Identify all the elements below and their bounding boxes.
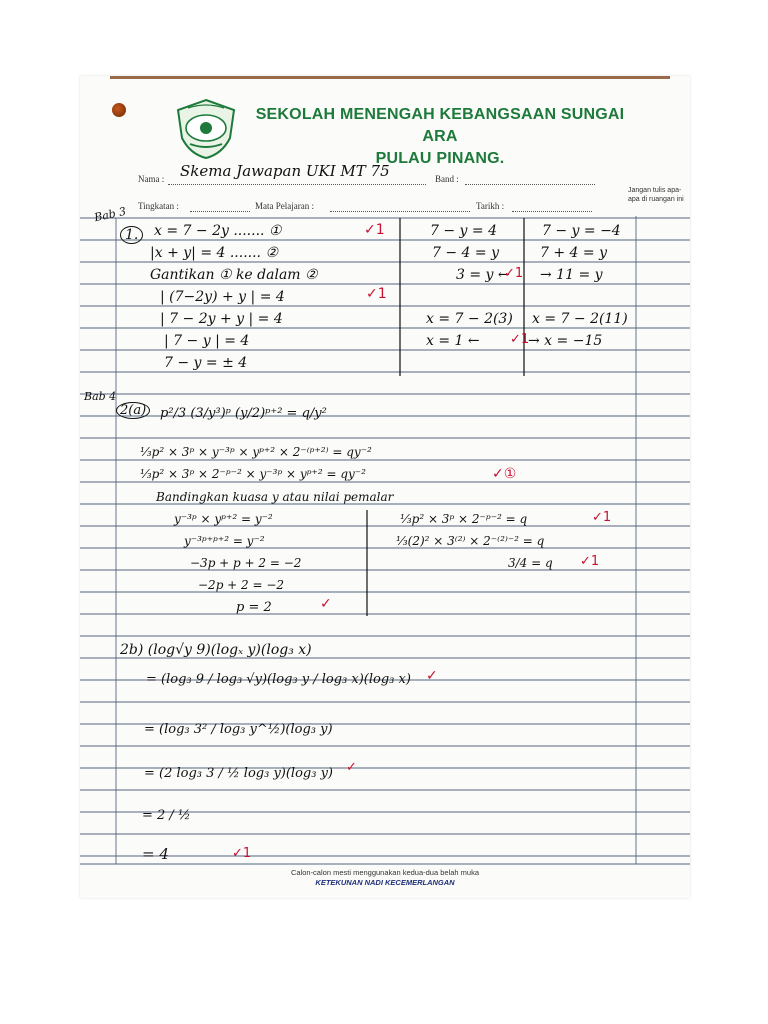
tick-mark: ✓ (320, 596, 332, 612)
q2b-line-6: = 4 (142, 845, 169, 863)
school-name-line2: PULAU PINANG. (375, 150, 505, 167)
q1-line-4: | (7−2y) + y | = 4 (160, 289, 285, 305)
q2b-line-1: 2b) (log√y 9)(logₓ y)(log₃ x) (120, 642, 312, 658)
tick-mark: ✓1 (366, 286, 387, 302)
q1-right-col-5: → x = −15 (528, 333, 603, 349)
school-name-line1: SEKOLAH MENENGAH KEBANGSAAN SUNGAI ARA (255, 106, 625, 145)
q1-left-col-2: 7 − 4 = y (432, 245, 499, 261)
q1-left-col-3: 3 = y ← (456, 267, 510, 283)
q1-left-col-1: 7 − y = 4 (430, 223, 497, 239)
q1-left-col-4: x = 7 − 2(3) (426, 311, 513, 327)
tick-mark-circled: ✓① (492, 466, 517, 482)
tick-mark: ✓1 (592, 510, 612, 525)
nama-label: Nama : (138, 174, 165, 184)
tick-mark: ✓1 (580, 554, 600, 569)
q1-right-col-2: 7 + 4 = y (540, 245, 607, 261)
tick-mark: ✓ (346, 760, 357, 775)
q1-right-col-1: 7 − y = −4 (542, 223, 621, 239)
q1-line-5: | 7 − 2y + y | = 4 (160, 311, 283, 327)
q1-line-7: 7 − y = ± 4 (164, 355, 248, 371)
q2b-line-4: = (2 log₃ 3 / ½ log₃ y)(log₃ y) (144, 766, 334, 781)
nama-value: Skema Jawapan UKI MT 75 (180, 162, 390, 180)
q2a-right-col-2: ⅓(2)² × 3⁽²⁾ × 2⁻⁽²⁾⁻² = q (396, 534, 545, 548)
tick-mark: ✓1 (232, 846, 252, 861)
tingkatan-label: Tingkatan : (138, 201, 179, 211)
q2a-line-1: p²/3 (3/y³)ᵖ (y/2)ᵖ⁺² = q/y² (160, 406, 327, 421)
tick-mark: ✓ (426, 668, 438, 684)
q1-left-col-5: x = 1 ← (426, 333, 480, 349)
q2a-left-col-3: −3p + p + 2 = −2 (190, 556, 302, 570)
q2a-right-col-1: ⅓p² × 3ᵖ × 2⁻ᵖ⁻² = q (400, 512, 528, 526)
q2a-right-col-3: 3/4 = q (508, 556, 553, 570)
tarikh-label: Tarikh : (476, 201, 505, 211)
q1-line-3: Gantikan ① ke dalam ② (150, 267, 318, 283)
band-label: Band : (435, 174, 459, 184)
footer-motto: KETEKUNAN NADI KECEMERLANGAN (315, 878, 455, 887)
bab3-label: Bab 3 (93, 204, 128, 225)
q2a-left-col-4: −2p + 2 = −2 (198, 578, 285, 592)
q1-right-col-3: → 11 = y (540, 267, 603, 283)
footer-instruction: Calon-calon mesti menggunakan kedua-dua belah muka (290, 868, 480, 877)
q2b-line-2: = (log₃ 9 / log₃ √y)(log₃ y / log₃ x)(log₃ x) (146, 672, 411, 687)
q2a-left-col-5: p = 2 (236, 600, 272, 615)
q2a-number: 2(a) (116, 402, 150, 419)
q1-line-2: |x + y| = 4 ....... ② (150, 245, 279, 261)
q2a-line-3: ⅓p² × 3ᵖ × 2⁻ᵖ⁻² × y⁻³ᵖ × yᵖ⁺² = qy⁻² (140, 467, 366, 481)
q2b-line-5: = 2 / ½ (142, 808, 191, 823)
q2a-left-col-1: y⁻³ᵖ × yᵖ⁺² = y⁻² (174, 512, 273, 526)
q1-line-6: | 7 − y | = 4 (164, 333, 250, 349)
margin-note: Jangan tulis apa-apa di ruangan ini (628, 187, 684, 203)
q1-right-col-4: x = 7 − 2(11) (532, 311, 628, 327)
tick-mark: ✓1 (364, 222, 385, 238)
mata-pelajaran-label: Mata Pelajaran : (255, 201, 314, 211)
tick-mark: ✓1 (504, 266, 524, 281)
q2a-left-col-2: y⁻³ᵖ⁺ᵖ⁺² = y⁻² (184, 534, 265, 548)
q2b-line-3: = (log₃ 3² / log₃ y^½)(log₃ y) (144, 722, 333, 737)
answer-sheet (80, 76, 690, 898)
tick-mark: ✓1 (510, 332, 530, 347)
q2a-line-2: ⅓p² × 3ᵖ × y⁻³ᵖ × yᵖ⁺² × 2⁻⁽ᵖ⁺²⁾ = qy⁻² (140, 445, 372, 459)
q1-line-1: x = 7 − 2y ....... ① (154, 223, 282, 239)
bab4-label: Bab 4 (84, 390, 117, 403)
q1-number: 1. (120, 226, 143, 244)
q2a-line-4: Bandingkan kuasa y atau nilai pemalar (156, 490, 394, 504)
